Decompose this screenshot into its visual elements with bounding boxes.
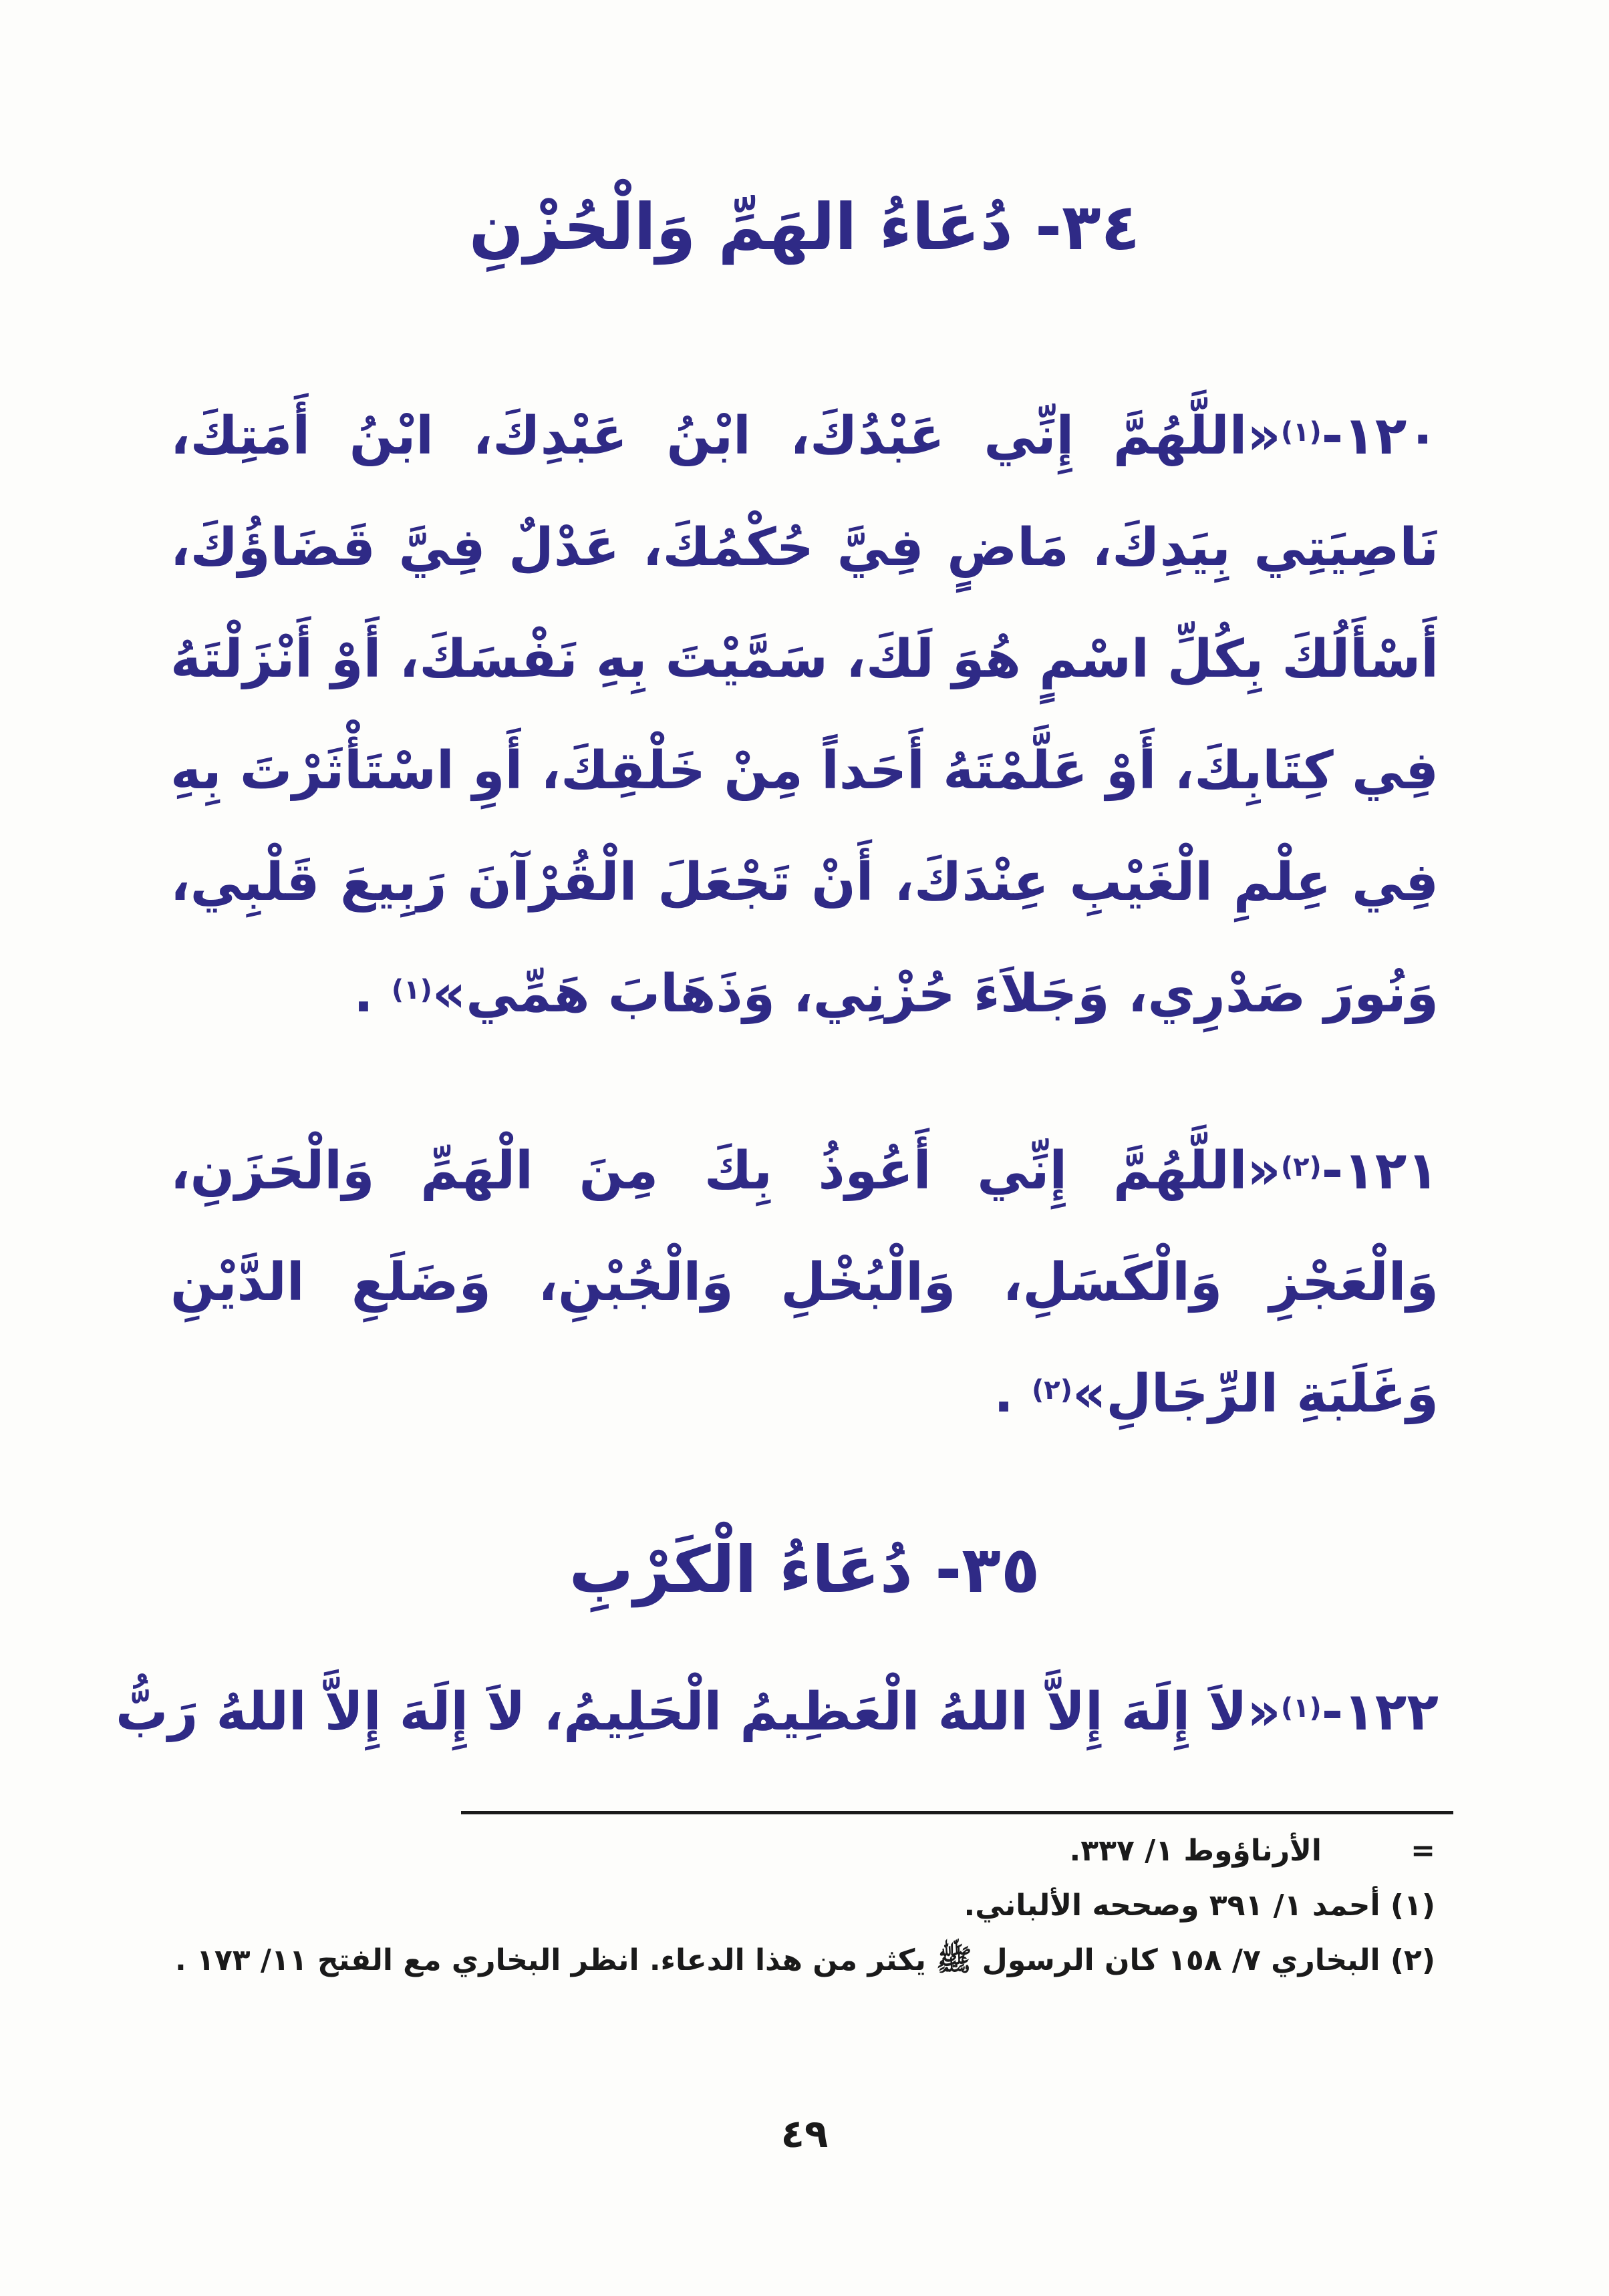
- dua-122-number: ١٢٢-: [1321, 1682, 1439, 1742]
- footnote-1: (١) أحمد ١/ ٣٩١ وصححه الألباني.: [964, 1889, 1435, 1923]
- section-34-title: ٣٤- دُعَاءُ الهَمِّ وَالْحُزْنِ: [468, 190, 1141, 265]
- page-number: ٤٩: [780, 2111, 829, 2156]
- dua-122-footnote-ref: (١): [1280, 1693, 1322, 1724]
- continuation-mark: =: [1411, 1834, 1435, 1868]
- footnote-2: (٢) البخاري ٧/ ١٥٨ كان الرسول ﷺ يكثر من هذا الدعاء. انظر البخاري مع الفتح ١١/ ١٧٣ .: [174, 1943, 1435, 1977]
- dua-121-number: ١٢١-: [1321, 1141, 1439, 1201]
- footnotes: [174, 1824, 1435, 1988]
- footnote-continuation-text: الأرناؤوط ١/ ٣٣٧.: [1069, 1834, 1322, 1868]
- dua-120-number: ١٢٠-: [1321, 406, 1439, 466]
- dua-121-end: .: [994, 1364, 1032, 1424]
- dua-120-paragraph: [170, 381, 1439, 1050]
- dua-122-text: «لاَ إِلَهَ إِلاَّ اللهُ الْعَظِيمُ الْحَلِيمُ، لاَ إِلَهَ إِلاَّ اللهُ رَبُّ: [116, 1682, 1281, 1742]
- footnote-divider: [461, 1811, 1453, 1814]
- dua-121-footnote-ref: (٢): [1280, 1152, 1322, 1182]
- footnote-continuation: [221, 1824, 1435, 1878]
- dua-120-end: .: [353, 964, 392, 1024]
- dua-121-text: «اللَّهُمَّ إِنِّي أَعُوذُ بِكَ مِنَ الْهَمِّ وَالْحَزَنِ، وَالْعَجْزِ وَالْكَسَلِ، وَالْبُخْلِ وَالْجُبْنِ، وَضَلَعِ الدَّيْنِ وَغَلَبَةِ الرِّجَالِ»: [170, 1141, 1439, 1424]
- dua-120-text: «اللَّهُمَّ إِنِّي عَبْدُكَ، ابْنُ عَبْدِكَ، ابْنُ أَمَتِكَ، نَاصِيَتِي بِيَدِكَ، مَاضٍ فِيَّ حُكْمُكَ، عَدْلٌ فِيَّ قَضَاؤُكَ، أَسْأَلُكَ بِكُلِّ اسْمٍ هُوَ لَكَ، سَمَّيْتَ بِهِ نَفْسَكَ، أَوْ أَنْزَلْتَهُ فِي كِتَابِكَ، أَوْ عَلَّمْتَهُ أَحَداً مِنْ خَلْقِكَ، أَوِ اسْتَأْثَرْتَ بِهِ فِي عِلْمِ الْغَيْبِ عِنْدَكَ، أَنْ تَجْعَلَ الْقُرْآنَ رَبِيعَ قَلْبِي، وَنُورَ صَدْرِي، وَجَلاَءَ حُزْنِي، وَذَهَابَ هَمِّي»: [170, 406, 1439, 1024]
- section-35-title: ٣٥- دُعَاءُ الْكَرْبِ: [569, 1532, 1040, 1607]
- dua-120-footnote-ref: (١): [1280, 417, 1322, 448]
- dua-121-paragraph: [170, 1116, 1439, 1450]
- dua-121-end-ref: (٢): [1031, 1375, 1072, 1406]
- dua-120-end-ref: (١): [391, 975, 432, 1005]
- dua-122-paragraph: [116, 1657, 1439, 1768]
